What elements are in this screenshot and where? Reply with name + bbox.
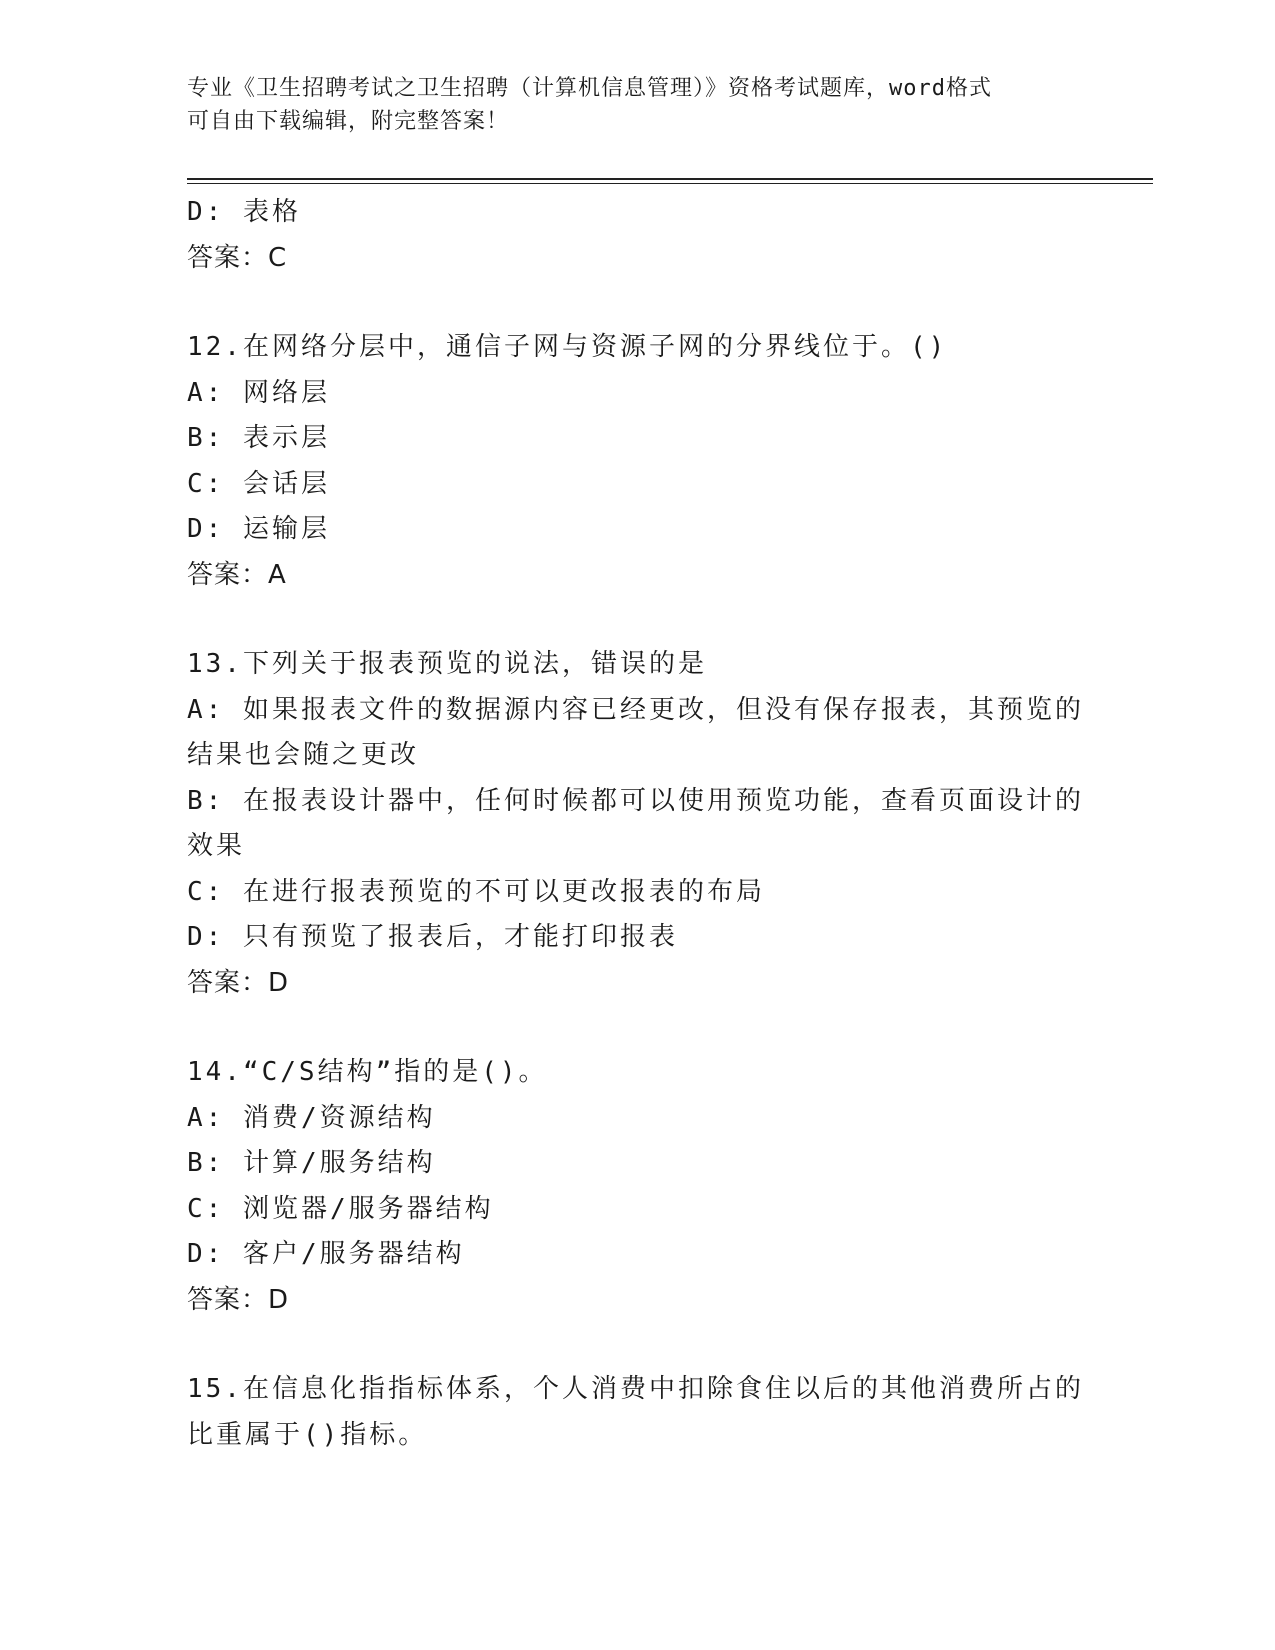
question-block-12 xyxy=(187,325,1087,598)
option-a: A: 网络层 xyxy=(187,377,330,408)
spacer xyxy=(187,281,1087,325)
question-text: 12.在网络分层中，通信子网与资源子网的分界线位于。() xyxy=(187,332,948,362)
option-d: D: 只有预览了报表后，才能打印报表 xyxy=(187,922,678,952)
spacer xyxy=(187,1006,1087,1050)
header-line-2: 可自由下载编辑，附完整答案！ xyxy=(187,109,510,134)
spacer xyxy=(187,598,1087,642)
option-b-line-1: B: 在报表设计器中，任何时候都可以使用预览功能，查看页面设计的 xyxy=(187,785,1084,816)
option-a-line-1: A: 如果报表文件的数据源内容已经更改，但没有保存报表，其预览的 xyxy=(187,694,1084,725)
document-header xyxy=(187,72,1087,138)
question-text: 14.“C/S结构”指的是()。 xyxy=(187,1057,548,1087)
answer-line: 答案：D xyxy=(187,967,290,998)
option-c: C: 会话层 xyxy=(187,468,330,499)
option-b: B: 表示层 xyxy=(187,423,330,453)
question-text: 13.下列关于报表预览的说法，错误的是 xyxy=(187,649,707,679)
question-block-14 xyxy=(187,1050,1087,1323)
question-block-15 xyxy=(187,1367,1087,1458)
question-text-line-1: 15.在信息化指指标体系，个人消费中扣除食住以后的其他消费所占的 xyxy=(187,1374,1084,1404)
answer-line: 答案：C xyxy=(187,242,288,273)
option-b-line-2: 效果 xyxy=(187,831,246,861)
option-c: C: 在进行报表预览的不可以更改报表的布局 xyxy=(187,876,765,907)
option-a-line-2: 结果也会随之更改 xyxy=(187,740,420,770)
answer-line: 答案：D xyxy=(187,1284,290,1315)
option-a: A: 消费/资源结构 xyxy=(187,1102,436,1133)
option-b: B: 计算/服务结构 xyxy=(187,1148,436,1178)
question-block-11-tail xyxy=(187,190,1087,281)
header-line-1: 专业《卫生招聘考试之卫生招聘（计算机信息管理）》资格考试题库，word格式 xyxy=(187,76,992,101)
answer-line: 答案：A xyxy=(187,559,287,590)
option-c: C: 浏览器/服务器结构 xyxy=(187,1193,494,1224)
option-d: D: 运输层 xyxy=(187,514,330,544)
question-text-line-2: 比重属于()指标。 xyxy=(187,1419,428,1450)
header-divider-thin xyxy=(187,183,1153,184)
header-divider-thick xyxy=(187,178,1153,180)
spacer xyxy=(187,1323,1087,1367)
question-block-13 xyxy=(187,642,1087,1006)
option-d: D: 表格 xyxy=(187,197,301,227)
question-list xyxy=(187,190,1087,1458)
option-d: D: 客户/服务器结构 xyxy=(187,1239,465,1269)
